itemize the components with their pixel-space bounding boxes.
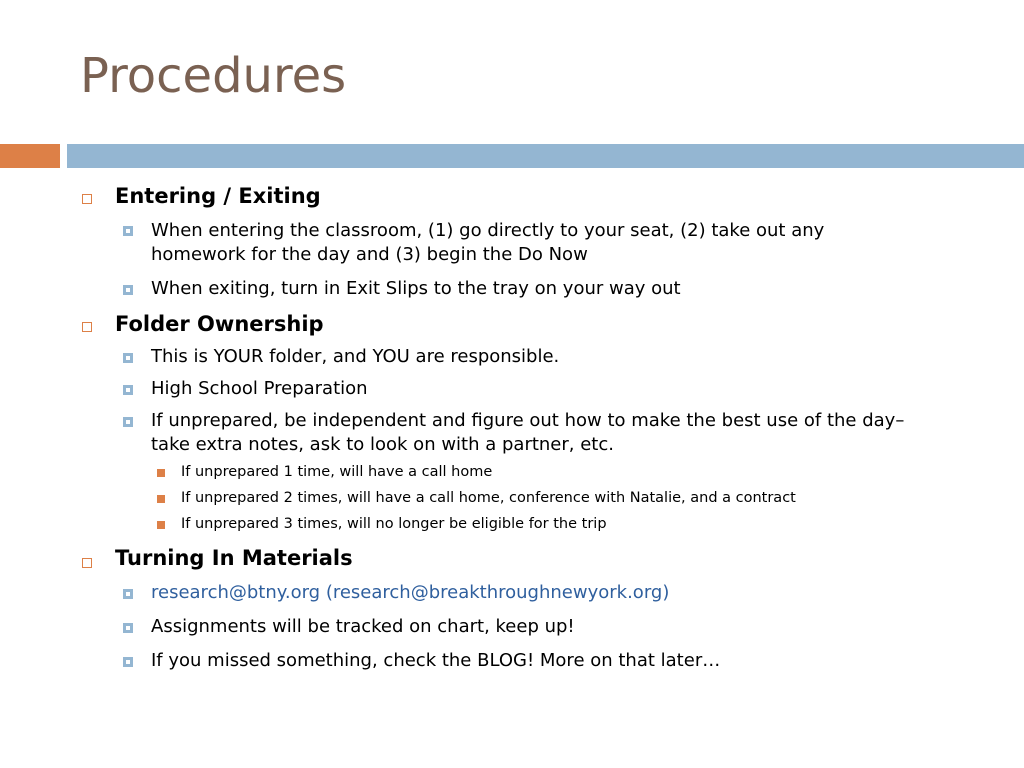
square-bullet-icon — [123, 285, 133, 295]
square-bullet-icon — [123, 353, 133, 363]
filled-square-bullet-icon — [157, 469, 165, 477]
sub-list-item: If unprepared 2 times, will have a call home, conference with Natalie, and a contract — [181, 490, 796, 506]
square-bullet-icon — [123, 417, 133, 427]
square-bullet-icon — [123, 657, 133, 667]
list-item-continuation: homework for the day and (3) begin the Do Now — [151, 244, 588, 265]
section-heading-entering-exiting: Entering / Exiting — [115, 184, 321, 208]
list-item: When exiting, turn in Exit Slips to the tray on your way out — [151, 278, 681, 299]
list-item: This is YOUR folder, and YOU are responsible. — [151, 346, 560, 367]
section-heading-turning-in-materials: Turning In Materials — [115, 546, 353, 570]
square-bullet-icon — [123, 226, 133, 236]
filled-square-bullet-icon — [157, 495, 165, 503]
sub-list-item: If unprepared 1 time, will have a call home — [181, 464, 493, 480]
list-item: Assignments will be tracked on chart, keep up! — [151, 616, 575, 637]
slide-title: Procedures — [80, 48, 347, 104]
list-item: If unprepared, be independent and figure out how to make the best use of the day– — [151, 410, 905, 431]
square-bullet-icon — [123, 589, 133, 599]
list-item: When entering the classroom, (1) go directly to your seat, (2) take out any — [151, 220, 825, 241]
hollow-square-bullet-icon — [82, 322, 92, 332]
list-item-continuation: take extra notes, ask to look on with a partner, etc. — [151, 434, 614, 455]
square-bullet-icon — [123, 385, 133, 395]
hollow-square-bullet-icon — [82, 194, 92, 204]
hollow-square-bullet-icon — [82, 558, 92, 568]
square-bullet-icon — [123, 623, 133, 633]
sub-list-item: If unprepared 3 times, will no longer be eligible for the trip — [181, 516, 607, 532]
section-heading-folder-ownership: Folder Ownership — [115, 312, 324, 336]
list-item: If you missed something, check the BLOG! More on that later… — [151, 650, 721, 671]
filled-square-bullet-icon — [157, 521, 165, 529]
email-link[interactable]: research@btny.org (research@breakthroughnewyork.org) — [151, 582, 670, 603]
list-item: High School Preparation — [151, 378, 368, 399]
